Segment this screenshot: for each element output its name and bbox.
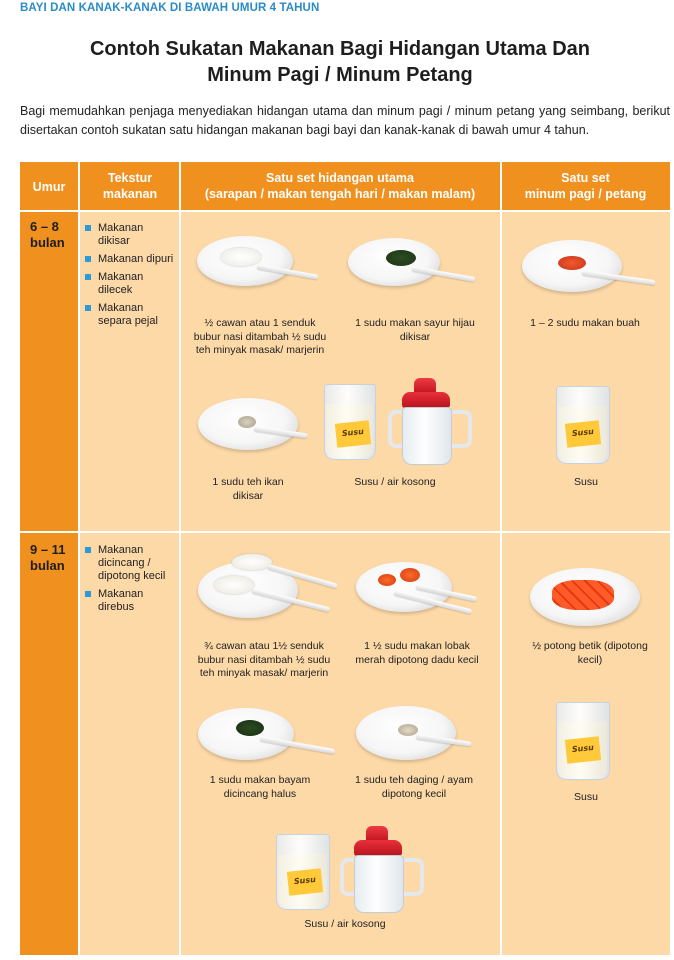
plate-rice-porridge-icon bbox=[198, 552, 343, 622]
texture-item: Makanan dikisar bbox=[85, 222, 177, 248]
title-line-1: Contoh Sukatan Makanan Bagi Hidangan Utama Dan bbox=[89, 38, 591, 60]
header-umur: Umur bbox=[32, 180, 66, 194]
texture-item: Makanan dicincang / dipotong kecil bbox=[85, 544, 177, 583]
section-kicker: BAYI DAN KANAK-KANAK DI BAWAH UMUR 4 TAHUN bbox=[20, 2, 320, 14]
milk-cup-icon bbox=[554, 386, 614, 466]
bullet-square-icon bbox=[85, 256, 91, 262]
grid-line bbox=[179, 162, 181, 955]
milk-cup-and-sippy-cup-icon bbox=[322, 378, 470, 468]
caption: 1 sudu makan sayur hijau dikisar bbox=[355, 317, 475, 343]
milk-note: Susu bbox=[565, 420, 601, 447]
header-tekstur bbox=[80, 170, 180, 202]
caption: ¾ cawan atau 1½ senduk bubur nasi ditambah ½ sudu teh minyak masak/ marjerin bbox=[197, 640, 331, 679]
age-range: 6 – 8 bbox=[30, 219, 59, 234]
grid-line bbox=[20, 531, 670, 533]
header-minum-petang bbox=[501, 170, 670, 202]
plate-green-vegetable-icon bbox=[348, 236, 478, 296]
intro-paragraph: Bagi memudahkan penjaga menyediakan hidangan utama dan minum pagi / minum petang yang seimbang, berikut disertakan contoh sukatan satu hidangan makanan bagi bayi dan kanak-kanak di bawah umur 4 tahun. bbox=[20, 104, 670, 137]
texture-item: Makanan dilecek bbox=[85, 271, 177, 297]
milk-cup-icon bbox=[554, 702, 614, 782]
texture-list bbox=[85, 222, 177, 333]
plate-spinach-icon bbox=[198, 706, 338, 766]
header-utama-line-1: Satu set hidangan utama bbox=[266, 171, 414, 185]
texture-item: Makanan direbus bbox=[85, 588, 177, 614]
caption: Susu / air kosong bbox=[354, 476, 436, 488]
plate-papaya-icon bbox=[528, 566, 648, 630]
caption: Susu bbox=[574, 791, 598, 803]
age-unit: bulan bbox=[30, 558, 65, 573]
header-utama-line-2: (sarapan / makan tengah hari / makan malam) bbox=[204, 187, 476, 201]
grid-line bbox=[500, 162, 502, 955]
caption: Susu bbox=[574, 476, 598, 488]
caption: ½ cawan atau 1 senduk bubur nasi ditambah ½ sudu teh minyak masak/ marjerin bbox=[193, 317, 327, 356]
grid-line bbox=[20, 210, 670, 212]
caption: 1 sudu makan bayam dicincang halus bbox=[209, 774, 311, 800]
texture-item: Makanan separa pejal bbox=[85, 302, 177, 328]
texture-list bbox=[85, 544, 177, 619]
header-minum-line-1: Satu set bbox=[561, 171, 610, 185]
age-6-8-bulan bbox=[30, 219, 65, 251]
age-unit: bulan bbox=[30, 235, 65, 250]
bullet-square-icon bbox=[85, 274, 91, 280]
plate-fish-icon bbox=[198, 396, 328, 456]
header-hidangan-utama bbox=[180, 170, 500, 202]
header-tekstur-line-2: makanan bbox=[102, 187, 158, 201]
caption: 1 – 2 sudu makan buah bbox=[530, 317, 640, 329]
bullet-square-icon bbox=[85, 547, 91, 553]
plate-meat-icon bbox=[356, 704, 486, 764]
page-title bbox=[40, 36, 640, 88]
plate-fruit-icon bbox=[520, 236, 665, 298]
milk-note: Susu bbox=[287, 868, 323, 895]
milk-note: Susu bbox=[565, 736, 601, 763]
caption: ½ potong betik (dipotong kecil) bbox=[532, 640, 648, 666]
plate-rice-porridge-icon bbox=[197, 234, 327, 294]
bullet-square-icon bbox=[85, 591, 91, 597]
texture-item: Makanan dipuri bbox=[85, 253, 177, 266]
age-9-11-bulan bbox=[30, 542, 65, 574]
milk-cup-and-sippy-cup-icon bbox=[274, 826, 422, 916]
bullet-square-icon bbox=[85, 225, 91, 231]
bullet-square-icon bbox=[85, 305, 91, 311]
plate-carrot-icon bbox=[356, 560, 486, 620]
caption: 1 sudu teh ikan dikisar bbox=[212, 476, 284, 502]
milk-note: Susu bbox=[335, 420, 371, 447]
caption: 1 ½ sudu makan lobak merah dipotong dadu kecil bbox=[355, 640, 479, 666]
header-tekstur-line-1: Tekstur bbox=[107, 171, 153, 185]
title-line-2: Minum Pagi / Minum Petang bbox=[207, 64, 473, 86]
age-range: 9 – 11 bbox=[30, 542, 66, 557]
caption: Susu / air kosong bbox=[304, 918, 386, 930]
grid-line bbox=[78, 162, 80, 955]
caption: 1 sudu teh daging / ayam dipotong kecil bbox=[355, 774, 473, 800]
header-minum-line-2: minum pagi / petang bbox=[524, 187, 647, 201]
